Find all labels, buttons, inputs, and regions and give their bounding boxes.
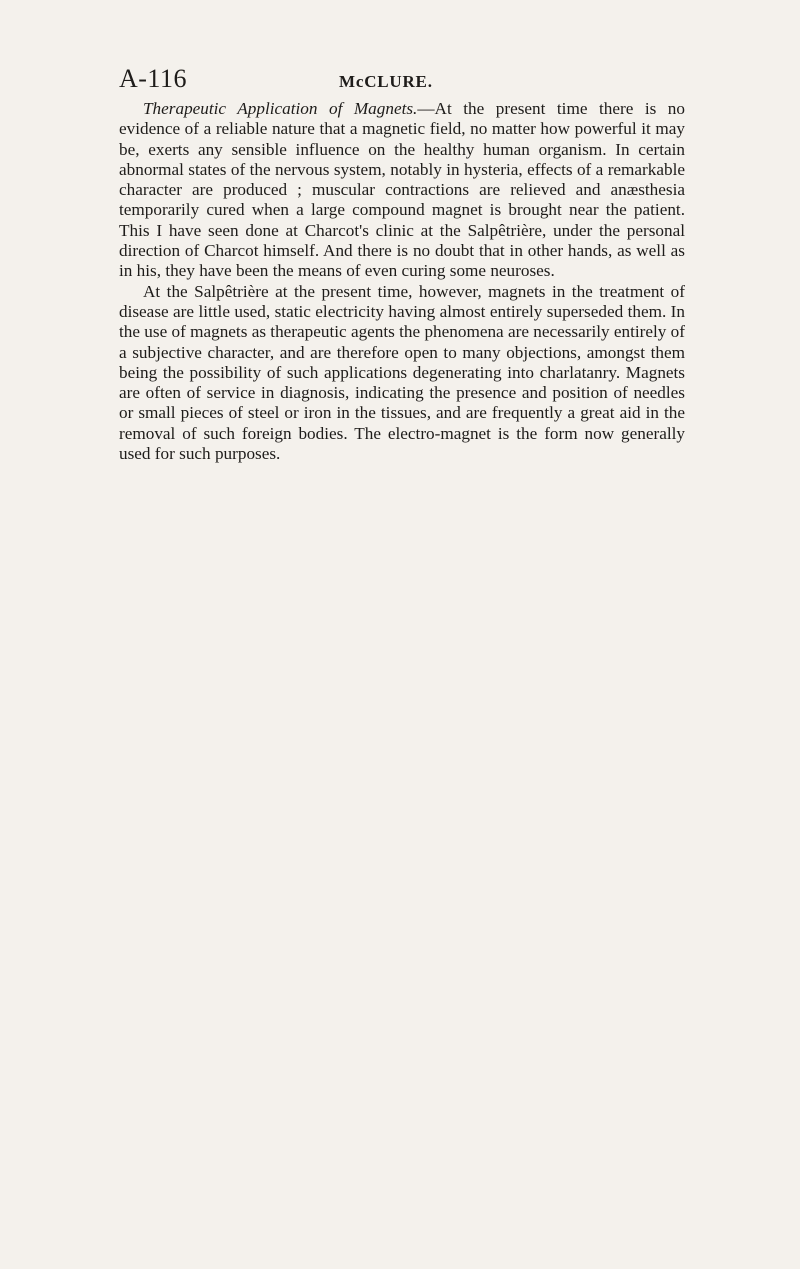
paragraph — [119, 282, 685, 465]
paragraph-text: —At the present time there is no evidence of a reliable nature that a magnetic field, no matter how powerful it may be, exerts any sensible influence on the healthy human organism. In certain abnormal states of the nervous system, notably in hysteria, effects of a remarkable character are produced ; muscular contractions are relieved and anæsthesia temporarily cured when a large compound magnet is brought near the patient. This I have seen done at Charcot's clinic at the Salpêtrière, under the personal direction of Charcot himself. And there is no doubt that in other hands, as well as in his, they have been the means of even curing some neuroses. — [119, 99, 685, 281]
paragraph — [119, 99, 685, 282]
page-header — [119, 64, 684, 96]
running-head: McCLURE. — [339, 72, 433, 91]
body-text — [119, 99, 685, 464]
section-title: Therapeutic Application of Magnets. — [143, 99, 418, 118]
paragraph-text: At the Salpêtrière at the present time, however, magnets in the treatment of disease are little used, static electricity having almost entirely superseded them. In the use of magnets as therapeutic agents the phenomena are necessarily entirely of a subjective character, and are therefore open to many objections, amongst them being the possibility of such applications degenerating into charlatanry. Magnets are often of service in diagnosis, indicating the presence and position of needles or small pieces of steel or iron in the tissues, and are frequently a great aid in the removal of such foreign bodies. The electro-magnet is the form now generally used for such purposes. — [119, 281, 686, 464]
page-number: A-116 — [119, 64, 187, 93]
